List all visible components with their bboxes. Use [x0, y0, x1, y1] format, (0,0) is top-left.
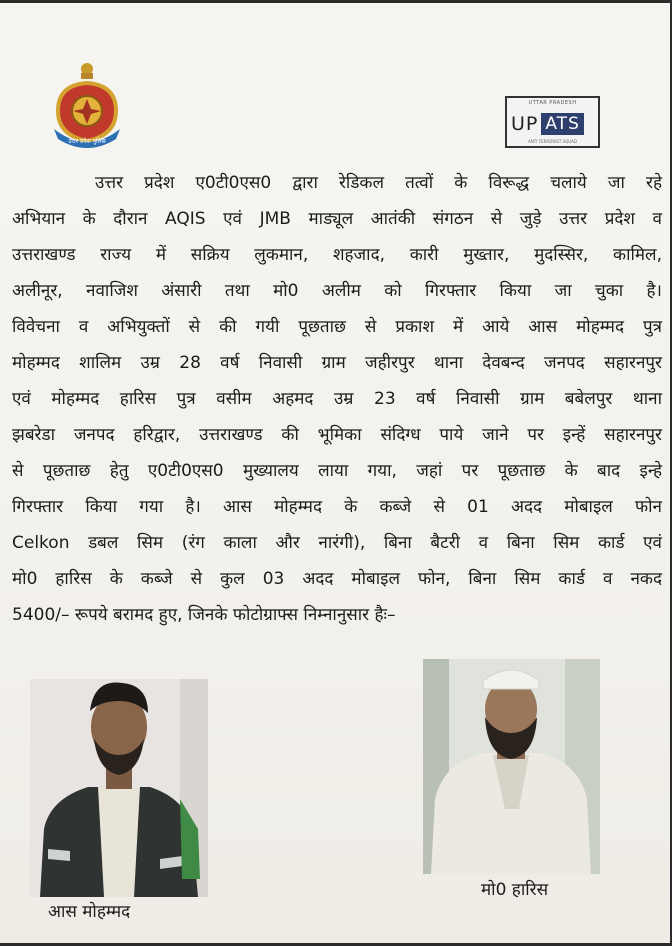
- up-ats-logo: [505, 96, 600, 148]
- person-photo-icon: [30, 679, 208, 897]
- body-line: से पूछताछ हेतु ए0टी0एस0 मुख्यालय लाया गया, जहां पर पूछताछ के बाद इन्हे: [12, 461, 662, 481]
- photo-mo-haris: [423, 659, 600, 874]
- body-line: विवेचना व अभियुक्तों से की गयी पूछताछ से प्रकाश में आये आस मोहम्मद पुत्र: [12, 317, 662, 337]
- ats-up-text: UP: [511, 113, 539, 135]
- body-line: झबरेडा जनपद हरिद्वार, उत्तराखण्ड की भूमिका संदिग्ध पाये जाने पर इन्हें सहारनपुर: [12, 425, 662, 445]
- body-line: 5400/– रूपये बरामद हुए, जिनके फोटोग्राफ्स निम्नानुसार हैः–: [12, 605, 396, 625]
- photo-aas-mohammad: [30, 679, 208, 897]
- body-line: मो0 हारिस के कब्जे से कुल 03 अदद मोबाइल फोन, बिना सिम कार्ड व नकद: [12, 569, 662, 589]
- photo-caption: आस मोहम्मद: [48, 902, 131, 922]
- up-police-emblem-icon: [46, 59, 128, 151]
- ats-sub-text: ANTI TERRORIST SQUAD: [528, 139, 577, 144]
- body-line: गिरफ्तार किया गया है। आस मोहम्मद के कब्जे से 01 अदद मोबाइल फोन: [12, 497, 662, 517]
- body-line: Celkon डबल सिम (रंग काला और नारंगी), बिना बैटरी व बिना सिम कार्ड एवं: [12, 533, 662, 553]
- body-line: उत्तर प्रदेश ए0टी0एस0 द्वारा रेडिकल तत्वों के विरूद्ध चलाये जा रहे: [95, 173, 662, 193]
- ats-box-text: ATS: [541, 113, 584, 135]
- photo-caption: मो0 हारिस: [481, 880, 549, 900]
- ats-top-text: UTTAR PRADESH: [528, 100, 577, 106]
- body-line: अभियान के दौरान AQIS एवं JMB माड्यूल आतंकी संगठन से जुड़े उत्तर प्रदेश व: [12, 209, 662, 229]
- press-note-page: [0, 3, 670, 943]
- person-photo-icon: [423, 659, 600, 874]
- body-line: उत्तराखण्ड राज्य में सक्रिय लुकमान, शहजाद, कारी मुख्तार, मुदस्सिर, कामिल,: [12, 245, 662, 265]
- body-line: मोहम्मद शालिम उम्र 28 वर्ष निवासी ग्राम जहीरपुर थाना देवबन्द जनपद सहारनपुर: [12, 353, 662, 373]
- body-line: अलीनूर, नवाजिश अंसारी तथा मो0 अलीम को गिरफ्तार किया जा चुका है।: [12, 281, 662, 301]
- body-line: एवं मोहम्मद हारिस पुत्र वसीम अहमद उम्र 23 वर्ष निवासी ग्राम बबेलपुर थाना: [12, 389, 662, 409]
- emblem-ribbon-text: उत्तर प्रदेश पुलिस: [68, 138, 106, 145]
